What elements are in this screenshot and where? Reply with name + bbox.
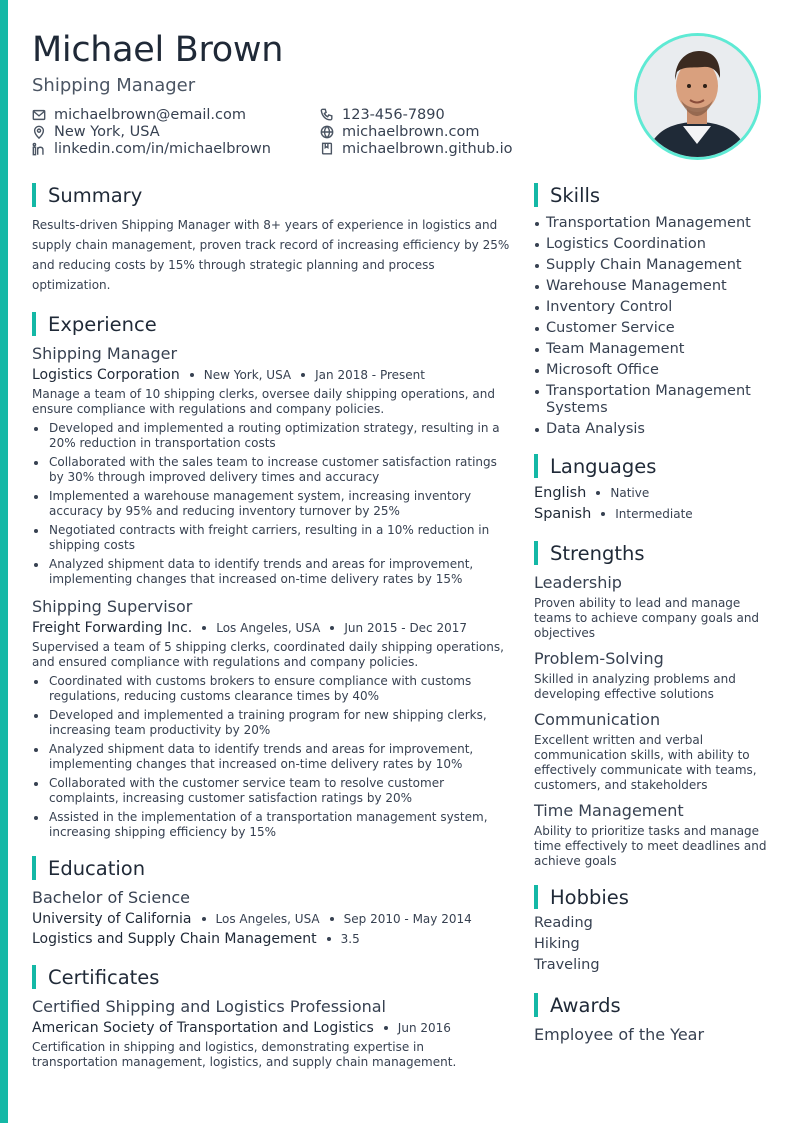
skills-list — [534, 215, 774, 438]
skill-item: Inventory Control — [534, 299, 774, 316]
separator-dot — [301, 373, 305, 377]
strength-description: Ability to prioritize tasks and manage time effectively to meet deadlines and achieve goals — [534, 824, 767, 868]
summary-heading-text: Summary — [48, 183, 143, 207]
separator-dot — [596, 491, 600, 495]
phone-text: 123-456-7890 — [342, 107, 445, 123]
school-location: Los Angeles, USA — [215, 912, 320, 926]
education-entry — [32, 888, 512, 947]
contact-website[interactable] — [320, 124, 480, 140]
contact-github[interactable] — [320, 141, 513, 157]
achievement-item: Collaborated with the sales team to increase customer satisfaction ratings by 30% through improved delivery times and accuracy — [32, 455, 512, 485]
globe-icon — [320, 125, 334, 139]
language-item — [534, 505, 774, 522]
skill-item: Logistics Coordination — [534, 236, 774, 253]
heading-accent — [32, 965, 36, 989]
contact-phone[interactable] — [320, 107, 445, 123]
github-text: michaelbrown.github.io — [342, 141, 513, 157]
location-pin-icon — [32, 125, 46, 139]
certificate-name: Certified Shipping and Logistics Professional — [32, 997, 386, 1016]
certificate-entry — [32, 997, 512, 1070]
skill-item: Transportation Management Systems — [534, 383, 774, 417]
education-field-line — [32, 931, 512, 947]
strength-description: Proven ability to lead and manage teams to achieve company goals and objectives — [534, 596, 760, 640]
separator-dot — [384, 1026, 388, 1030]
hobbies-heading-text: Hobbies — [550, 885, 629, 909]
experience-entry — [32, 597, 512, 840]
strength-item — [534, 801, 774, 869]
linkedin-icon — [32, 142, 46, 156]
education-meta — [32, 911, 512, 927]
avatar-portrait — [637, 36, 758, 157]
skill-item: Warehouse Management — [534, 278, 774, 295]
language-item — [534, 484, 774, 501]
profile-photo — [634, 33, 761, 160]
heading-accent — [534, 183, 538, 207]
job-description: Manage a team of 10 shipping clerks, oversee daily shipping operations, and ensure compliance with regulations and company policies. — [32, 387, 495, 416]
heading-accent — [32, 312, 36, 336]
language-level: Native — [610, 485, 650, 500]
strength-name: Leadership — [534, 573, 622, 592]
job-location: New York, USA — [203, 368, 292, 382]
job-description: Supervised a team of 5 shipping clerks, coordinated daily shipping operations, and ensured compliance with regulations and company policies. — [32, 640, 504, 669]
hobby-item: Traveling — [534, 957, 600, 973]
language-name: Spanish — [534, 505, 592, 522]
accent-bar — [0, 0, 8, 1123]
job-meta — [32, 367, 512, 383]
achievement-item: Assisted in the implementation of a transportation management system, increasing shipping efficiency by 15% — [32, 810, 512, 840]
strength-name: Problem-Solving — [534, 649, 664, 668]
languages-heading — [534, 454, 774, 478]
certificate-description: Certification in shipping and logistics, demonstrating expertise in transportation management, logistics, and supply chain management. — [32, 1040, 457, 1069]
skill-item: Team Management — [534, 341, 774, 358]
achievement-item: Negotiated contracts with freight carriers, resulting in a 10% reduction in shipping costs — [32, 523, 512, 553]
separator-dot — [202, 626, 206, 630]
contact-email[interactable] — [32, 107, 246, 123]
achievement-item: Developed and implemented a training program for new shipping clerks, increasing team productivity by 20% — [32, 708, 512, 738]
left-column — [32, 183, 512, 1070]
skill-item: Supply Chain Management — [534, 257, 774, 274]
job-achievements — [32, 421, 512, 587]
heading-accent — [534, 454, 538, 478]
heading-accent — [32, 183, 36, 207]
skills-heading-text: Skills — [550, 183, 601, 207]
skill-item: Transportation Management — [534, 215, 774, 232]
education-heading-text: Education — [48, 856, 146, 880]
certificate-date: Jun 2016 — [397, 1021, 451, 1035]
achievement-item: Analyzed shipment data to identify trends and areas for improvement, implementing changes that increased on-time delivery rates by 10% — [32, 742, 512, 772]
hobbies-list — [534, 915, 774, 974]
contact-location — [32, 124, 160, 140]
separator-dot — [601, 512, 605, 516]
strength-name: Time Management — [534, 801, 684, 820]
website-text: michaelbrown.com — [342, 124, 480, 140]
achievement-item: Collaborated with the customer service team to resolve customer complaints, increasing customer satisfaction ratings by 20% — [32, 776, 512, 806]
strength-name: Communication — [534, 710, 661, 729]
achievement-item: Analyzed shipment data to identify trends and areas for improvement, implementing changes that increased on-time delivery rates by 15% — [32, 557, 512, 587]
contact-linkedin[interactable] — [32, 141, 271, 157]
achievement-item: Implemented a warehouse management system, increasing inventory accuracy by 95% and reducing inventory turnover by 25% — [32, 489, 512, 519]
certificate-issuer: American Society of Transportation and Logistics — [32, 1020, 374, 1036]
skill-item: Microsoft Office — [534, 362, 774, 379]
certificate-meta — [32, 1020, 512, 1036]
skill-item: Data Analysis — [534, 421, 774, 438]
strength-item — [534, 573, 774, 641]
strength-item — [534, 649, 774, 702]
job-achievements — [32, 674, 512, 840]
candidate-title: Shipping Manager — [32, 75, 196, 96]
education-dates: Sep 2010 - May 2014 — [343, 912, 472, 926]
candidate-name: Michael Brown — [32, 30, 284, 70]
languages-list — [534, 484, 774, 522]
strength-description: Excellent written and verbal communication skills, with ability to effectively communicate with teams, customers, and stakeholders — [534, 733, 757, 792]
hobby-item: Hiking — [534, 936, 580, 952]
degree: Bachelor of Science — [32, 888, 190, 907]
job-title: Shipping Manager — [32, 344, 178, 363]
strengths-heading-text: Strengths — [550, 541, 645, 565]
github-icon — [320, 142, 334, 156]
location-text: New York, USA — [54, 124, 160, 140]
job-title: Shipping Supervisor — [32, 597, 193, 616]
language-level: Intermediate — [615, 506, 693, 521]
achievement-item: Developed and implemented a routing optimization strategy, resulting in a 20% reduction in transportation costs — [32, 421, 512, 451]
heading-accent — [534, 541, 538, 565]
school-name: University of California — [32, 911, 192, 927]
job-dates: Jan 2018 - Present — [315, 368, 425, 382]
awards-heading — [534, 993, 774, 1017]
separator-dot — [330, 917, 334, 921]
job-meta — [32, 620, 512, 636]
separator-dot — [190, 373, 194, 377]
heading-accent — [32, 856, 36, 880]
education-heading — [32, 856, 512, 880]
achievement-item: Coordinated with customs brokers to ensure compliance with customs regulations, reducing customs clearance times by 40% — [32, 674, 512, 704]
language-name: English — [534, 484, 587, 501]
job-dates: Jun 2015 - Dec 2017 — [344, 621, 468, 635]
heading-accent — [534, 885, 538, 909]
certificates-heading — [32, 965, 512, 989]
summary-heading — [32, 183, 512, 207]
skills-heading — [534, 183, 774, 207]
linkedin-text: linkedin.com/in/michaelbrown — [54, 141, 271, 157]
job-location: Los Angeles, USA — [216, 621, 321, 635]
strength-item — [534, 710, 774, 793]
heading-accent — [534, 993, 538, 1017]
field-of-study: Logistics and Supply Chain Management — [32, 931, 317, 947]
email-text: michaelbrown@email.com — [54, 107, 246, 123]
company-name: Freight Forwarding Inc. — [32, 620, 193, 636]
gpa: 3.5 — [340, 932, 360, 946]
experience-heading — [32, 312, 512, 336]
separator-dot — [202, 917, 206, 921]
right-column — [534, 183, 774, 1044]
separator-dot — [330, 626, 334, 630]
phone-icon — [320, 108, 334, 122]
award-item: Employee of the Year — [534, 1025, 705, 1044]
company-name: Logistics Corporation — [32, 367, 180, 383]
awards-heading-text: Awards — [550, 993, 621, 1017]
separator-dot — [327, 937, 331, 941]
strengths-heading — [534, 541, 774, 565]
experience-entry — [32, 344, 512, 587]
experience-heading-text: Experience — [48, 312, 157, 336]
languages-heading-text: Languages — [550, 454, 657, 478]
mail-icon — [32, 108, 46, 122]
certificates-heading-text: Certificates — [48, 965, 160, 989]
skill-item: Customer Service — [534, 320, 774, 337]
summary-text: Results-driven Shipping Manager with 8+ years of experience in logistics and supply chain management, proven track record of increasing efficiency by 25% and reducing costs by 15% through strategic planning and process optimization. — [32, 218, 510, 292]
strength-description: Skilled in analyzing problems and developing effective solutions — [534, 672, 736, 701]
hobbies-heading — [534, 885, 774, 909]
hobby-item: Reading — [534, 915, 593, 931]
